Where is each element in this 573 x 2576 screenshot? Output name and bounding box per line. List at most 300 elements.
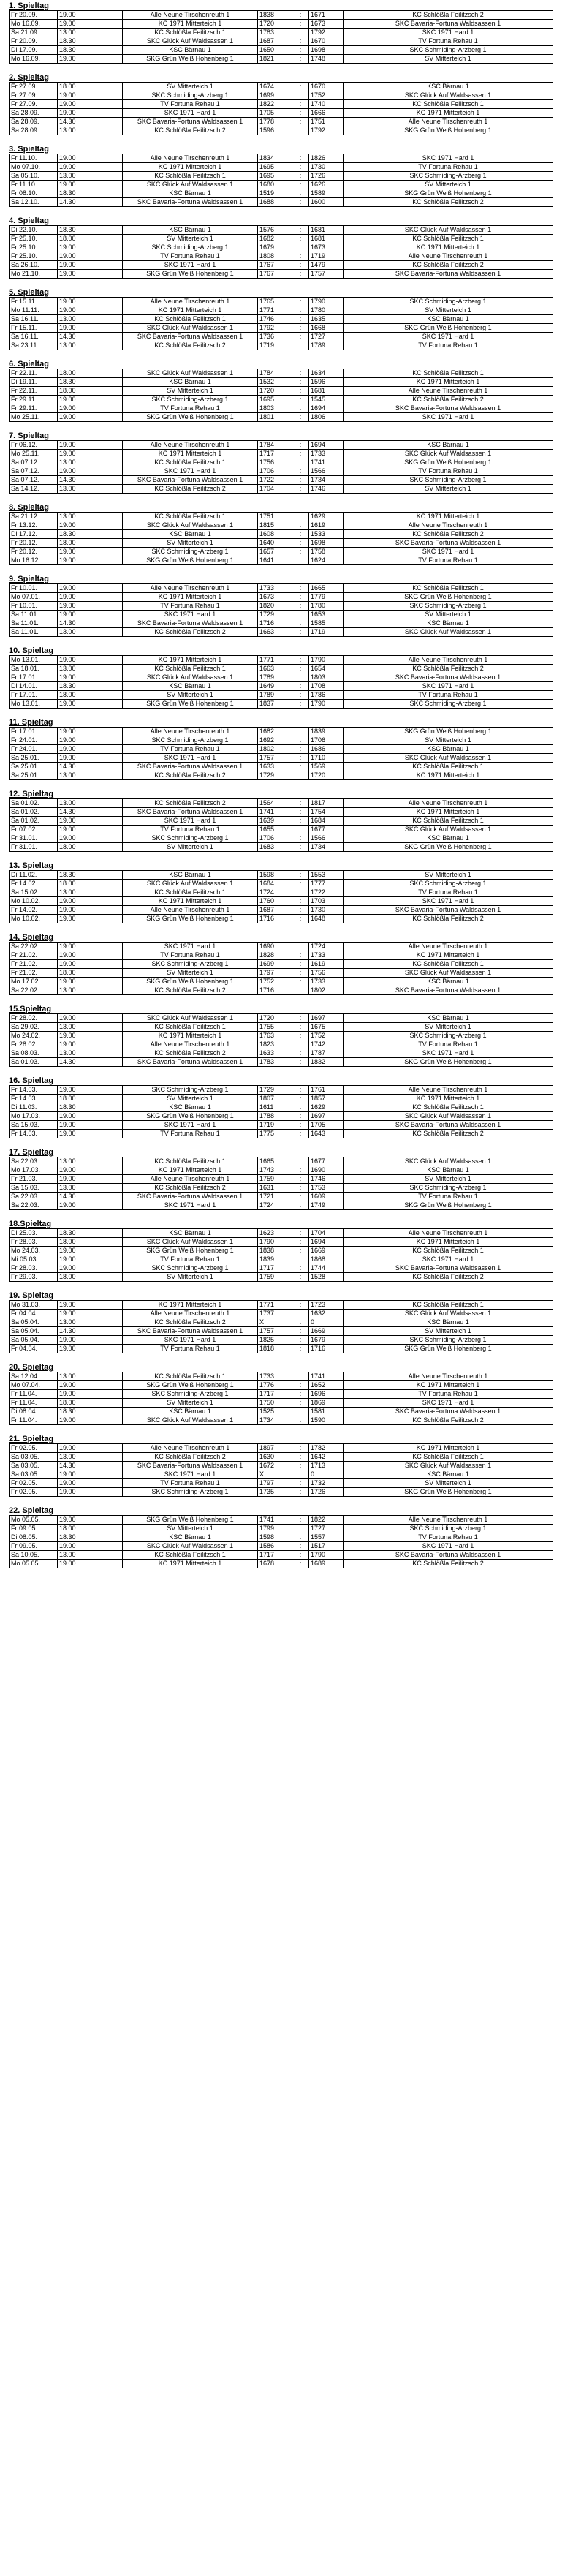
away-score-cell: 1734 <box>309 843 344 852</box>
match-time-cell: 18.30 <box>58 189 123 198</box>
home-score-cell: 1688 <box>258 198 292 207</box>
match-date-cell: Fr 08.10. <box>10 189 58 198</box>
home-score-cell: 1775 <box>258 1130 292 1138</box>
schedule-sheet <box>0 1 573 1568</box>
table-row <box>10 826 553 834</box>
away-score-cell: 1780 <box>309 602 344 611</box>
home-score-cell: 1729 <box>258 771 292 780</box>
score-separator-cell: : <box>292 252 309 261</box>
away-score-cell: 1832 <box>309 1058 344 1067</box>
away-team-cell: SKC Glück Auf Waldsassen 1 <box>344 1310 553 1318</box>
score-separator-cell: : <box>292 736 309 745</box>
score-separator-cell: : <box>292 943 309 951</box>
score-separator-cell: : <box>292 198 309 207</box>
away-team-cell: KC 1971 Mitterteich 1 <box>344 1381 553 1390</box>
away-team-cell: KSC Bärnau 1 <box>344 978 553 986</box>
match-time-cell: 19.00 <box>58 20 123 29</box>
score-separator-cell: : <box>292 1130 309 1138</box>
match-time-cell: 18.00 <box>58 369 123 378</box>
home-score-cell: 1598 <box>258 1533 292 1542</box>
score-separator-cell: : <box>292 458 309 467</box>
home-score-cell: 1623 <box>258 1229 292 1238</box>
away-team-cell: SKC 1971 Hard 1 <box>344 1399 553 1408</box>
home-score-cell: 1755 <box>258 1023 292 1032</box>
away-score-cell: 1528 <box>309 1273 344 1282</box>
away-team-cell: SKG Grün Weiß Hohenberg 1 <box>344 1201 553 1210</box>
away-team-cell: KSC Bärnau 1 <box>344 834 553 843</box>
away-team-cell: SKG Grün Weiß Hohenberg 1 <box>344 843 553 852</box>
match-time-cell: 19.00 <box>58 181 123 189</box>
score-separator-cell: : <box>292 584 309 593</box>
home-team-cell: SKC Glück Auf Waldsassen 1 <box>123 521 258 530</box>
match-date-cell: Sa 11.01. <box>10 619 58 628</box>
home-team-cell: SV Mitterteich 1 <box>123 387 258 396</box>
away-team-cell: SKG Grün Weiß Hohenberg 1 <box>344 458 553 467</box>
away-score-cell: 1566 <box>309 834 344 843</box>
home-score-cell: 1802 <box>258 745 292 754</box>
score-separator-cell: : <box>292 91 309 100</box>
matchday-title: 8. Spieltag <box>9 503 50 512</box>
home-score-cell: 1733 <box>258 1372 292 1381</box>
away-team-cell: Alle Neune Tirschenreuth 1 <box>344 252 553 261</box>
home-team-cell: KSC Bärnau 1 <box>123 1533 258 1542</box>
home-team-cell: SKC 1971 Hard 1 <box>123 467 258 476</box>
home-team-cell: SKC Glück Auf Waldsassen 1 <box>123 1014 258 1023</box>
away-team-cell: SKC 1971 Hard 1 <box>344 1049 553 1058</box>
score-separator-cell: : <box>292 1488 309 1497</box>
away-team-cell: SV Mitterteich 1 <box>344 611 553 619</box>
table-row <box>10 754 553 763</box>
table-row <box>10 834 553 843</box>
matchday-table <box>9 1228 553 1282</box>
away-score-cell: 1703 <box>309 897 344 906</box>
match-time-cell: 13.00 <box>58 1049 123 1058</box>
home-team-cell: KC 1971 Mitterteich 1 <box>123 20 258 29</box>
score-separator-cell: : <box>292 1049 309 1058</box>
table-row <box>10 771 553 780</box>
home-team-cell: SV Mitterteich 1 <box>123 843 258 852</box>
match-date-cell: Fr 21.02. <box>10 951 58 960</box>
score-separator-cell: : <box>292 960 309 969</box>
home-score-cell: 1722 <box>258 476 292 485</box>
table-row <box>10 1462 553 1470</box>
score-separator-cell: : <box>292 1336 309 1345</box>
matchday-table <box>9 1300 553 1353</box>
match-date-cell: Mo 07.10. <box>10 163 58 172</box>
away-team-cell: KC Schlößla Feilitzsch 1 <box>344 235 553 243</box>
table-row <box>10 1390 553 1399</box>
home-team-cell: KSC Bärnau 1 <box>123 46 258 55</box>
table-row <box>10 1416 553 1425</box>
matchday-table <box>9 942 553 995</box>
matchday-block <box>9 216 573 279</box>
match-date-cell: Sa 23.11. <box>10 341 58 350</box>
away-team-cell: SV Mitterteich 1 <box>344 485 553 494</box>
score-separator-cell: : <box>292 1390 309 1399</box>
match-time-cell: 13.00 <box>58 1318 123 1327</box>
matchday-block <box>9 1435 573 1497</box>
match-date-cell: Fr 21.02. <box>10 969 58 978</box>
away-score-cell: 1733 <box>309 951 344 960</box>
match-time-cell: 18.30 <box>58 682 123 691</box>
match-time-cell: 18.00 <box>58 969 123 978</box>
away-team-cell: SKC Bavaria-Fortuna Waldsassen 1 <box>344 539 553 548</box>
score-separator-cell: : <box>292 1533 309 1542</box>
away-score-cell: 1857 <box>309 1095 344 1103</box>
match-date-cell: Fr 11.10. <box>10 181 58 189</box>
table-row <box>10 1381 553 1390</box>
table-row <box>10 593 553 602</box>
home-score-cell: 1608 <box>258 530 292 539</box>
match-date-cell: Fr 04.04. <box>10 1345 58 1353</box>
home-team-cell: KC Schlößla Feilitzsch 1 <box>123 665 258 673</box>
matchday-block <box>9 360 573 422</box>
away-score-cell: 1619 <box>309 960 344 969</box>
away-team-cell: KSC Bärnau 1 <box>344 441 553 450</box>
score-separator-cell: : <box>292 1103 309 1112</box>
home-team-cell: SKC Schmiding-Arzberg 1 <box>123 1264 258 1273</box>
away-score-cell: 1619 <box>309 521 344 530</box>
matchday-table <box>9 1085 553 1138</box>
score-separator-cell: : <box>292 513 309 521</box>
home-team-cell: SV Mitterteich 1 <box>123 1525 258 1533</box>
score-separator-cell: : <box>292 1247 309 1255</box>
match-time-cell: 19.00 <box>58 960 123 969</box>
matchday-title: 20. Spieltag <box>9 1363 54 1372</box>
matchday-block <box>9 73 573 135</box>
away-score-cell: 1698 <box>309 46 344 55</box>
table-row <box>10 1345 553 1353</box>
away-team-cell: KC Schlößla Feilitzsch 1 <box>344 1103 553 1112</box>
away-score-cell: 1754 <box>309 808 344 817</box>
home-team-cell: SKC Schmiding-Arzberg 1 <box>123 960 258 969</box>
table-row <box>10 450 553 458</box>
table-row <box>10 682 553 691</box>
table-row <box>10 584 553 593</box>
match-date-cell: Sa 15.03. <box>10 1121 58 1130</box>
home-score-cell: 1716 <box>258 915 292 923</box>
score-separator-cell: : <box>292 243 309 252</box>
home-score-cell: 1757 <box>258 754 292 763</box>
match-date-cell: Mo 16.12. <box>10 556 58 565</box>
home-score-cell: 1838 <box>258 1247 292 1255</box>
home-score-cell: 1657 <box>258 548 292 556</box>
away-score-cell: 1681 <box>309 226 344 235</box>
away-team-cell: KC Schlößla Feilitzsch 1 <box>344 763 553 771</box>
table-row <box>10 270 553 279</box>
score-separator-cell: : <box>292 100 309 109</box>
table-row <box>10 163 553 172</box>
match-time-cell: 19.00 <box>58 1336 123 1345</box>
away-score-cell: 1596 <box>309 378 344 387</box>
match-time-cell: 19.00 <box>58 736 123 745</box>
table-row <box>10 181 553 189</box>
match-time-cell: 19.00 <box>58 1444 123 1453</box>
away-score-cell: 1666 <box>309 109 344 118</box>
match-date-cell: Fr 22.11. <box>10 387 58 396</box>
score-separator-cell: : <box>292 1040 309 1049</box>
away-team-cell: SKC Glück Auf Waldsassen 1 <box>344 450 553 458</box>
away-score-cell: 1706 <box>309 736 344 745</box>
score-separator-cell: : <box>292 1327 309 1336</box>
away-team-cell: SKC 1971 Hard 1 <box>344 1255 553 1264</box>
match-date-cell: Sa 12.10. <box>10 198 58 207</box>
away-team-cell: TV Fortuna Rehau 1 <box>344 1533 553 1542</box>
table-row <box>10 665 553 673</box>
away-score-cell: 1777 <box>309 880 344 888</box>
home-team-cell: SKC Bavaria-Fortuna Waldsassen 1 <box>123 808 258 817</box>
match-time-cell: 14.30 <box>58 198 123 207</box>
matchday-block <box>9 431 573 494</box>
home-score-cell: 1720 <box>258 1014 292 1023</box>
match-date-cell: Sa 22.03. <box>10 1201 58 1210</box>
away-team-cell: KC Schlößla Feilitzsch 2 <box>344 1273 553 1282</box>
match-date-cell: Mo 13.01. <box>10 656 58 665</box>
away-score-cell: 1590 <box>309 1416 344 1425</box>
home-team-cell: SKC Schmiding-Arzberg 1 <box>123 1488 258 1497</box>
match-time-cell: 19.00 <box>58 1166 123 1175</box>
score-separator-cell: : <box>292 1121 309 1130</box>
table-row <box>10 1175 553 1184</box>
table-row <box>10 198 553 207</box>
table-row <box>10 530 553 539</box>
match-date-cell: Sa 05.10. <box>10 172 58 181</box>
away-score-cell: 1679 <box>309 1336 344 1345</box>
match-time-cell: 18.00 <box>58 1525 123 1533</box>
home-team-cell: KSC Bärnau 1 <box>123 1408 258 1416</box>
away-score-cell: 1669 <box>309 1247 344 1255</box>
match-time-cell: 13.00 <box>58 29 123 37</box>
table-row <box>10 602 553 611</box>
match-time-cell: 19.00 <box>58 1560 123 1568</box>
score-separator-cell: : <box>292 1086 309 1095</box>
match-time-cell: 18.30 <box>58 871 123 880</box>
table-row <box>10 333 553 341</box>
home-team-cell: KC 1971 Mitterteich 1 <box>123 593 258 602</box>
match-time-cell: 18.00 <box>58 1273 123 1282</box>
home-score-cell: 1687 <box>258 906 292 915</box>
match-date-cell: Di 19.11. <box>10 378 58 387</box>
home-score-cell: 1818 <box>258 1345 292 1353</box>
home-team-cell: KSC Bärnau 1 <box>123 682 258 691</box>
home-score-cell: 1789 <box>258 691 292 700</box>
home-team-cell: SKC Glück Auf Waldsassen 1 <box>123 181 258 189</box>
score-separator-cell: : <box>292 986 309 995</box>
home-score-cell: 1649 <box>258 682 292 691</box>
match-time-cell: 13.00 <box>58 1023 123 1032</box>
score-separator-cell: : <box>292 235 309 243</box>
home-score-cell: 1611 <box>258 1103 292 1112</box>
match-date-cell: Di 17.09. <box>10 46 58 55</box>
away-team-cell: KSC Bärnau 1 <box>344 619 553 628</box>
table-row <box>10 1453 553 1462</box>
score-separator-cell: : <box>292 181 309 189</box>
home-team-cell: SKC Bavaria-Fortuna Waldsassen 1 <box>123 476 258 485</box>
table-row <box>10 109 553 118</box>
away-team-cell: KC Schlößla Feilitzsch 2 <box>344 396 553 404</box>
table-row <box>10 55 553 64</box>
score-separator-cell: : <box>292 1310 309 1318</box>
home-team-cell: SKC Bavaria-Fortuna Waldsassen 1 <box>123 198 258 207</box>
table-row <box>10 126 553 135</box>
match-time-cell: 13.00 <box>58 665 123 673</box>
table-row <box>10 539 553 548</box>
home-team-cell: KC 1971 Mitterteich 1 <box>123 897 258 906</box>
match-date-cell: Sa 28.09. <box>10 118 58 126</box>
away-score-cell: 1726 <box>309 1488 344 1497</box>
away-team-cell: KC Schlößla Feilitzsch 1 <box>344 1247 553 1255</box>
away-score-cell: 1653 <box>309 611 344 619</box>
table-row <box>10 37 553 46</box>
table-row <box>10 871 553 880</box>
match-time-cell: 19.00 <box>58 1470 123 1479</box>
score-separator-cell: : <box>292 1416 309 1425</box>
home-score-cell: 1706 <box>258 834 292 843</box>
home-score-cell: 1776 <box>258 1381 292 1390</box>
away-score-cell: 1697 <box>309 1014 344 1023</box>
away-score-cell: 1803 <box>309 673 344 682</box>
match-date-cell: Mo 10.02. <box>10 915 58 923</box>
matchday-title: 4. Spieltag <box>9 216 50 225</box>
match-time-cell: 19.00 <box>58 656 123 665</box>
matchday-table <box>9 82 553 135</box>
home-team-cell: SKC Glück Auf Waldsassen 1 <box>123 1238 258 1247</box>
away-team-cell: KC 1971 Mitterteich 1 <box>344 378 553 387</box>
match-time-cell: 19.00 <box>58 602 123 611</box>
score-separator-cell: : <box>292 46 309 55</box>
home-team-cell: KC Schlößla Feilitzsch 1 <box>123 888 258 897</box>
match-date-cell: Fr 29.11. <box>10 404 58 413</box>
home-team-cell: SV Mitterteich 1 <box>123 1399 258 1408</box>
table-row <box>10 1121 553 1130</box>
home-score-cell: 1598 <box>258 871 292 880</box>
away-score-cell: 1727 <box>309 333 344 341</box>
table-row <box>10 1273 553 1282</box>
home-score-cell: 1746 <box>258 315 292 324</box>
match-date-cell: Mo 31.03. <box>10 1301 58 1310</box>
home-team-cell: SKC Glück Auf Waldsassen 1 <box>123 880 258 888</box>
away-score-cell: 1629 <box>309 513 344 521</box>
away-team-cell: SKC Glück Auf Waldsassen 1 <box>344 1157 553 1166</box>
home-score-cell: 1672 <box>258 1462 292 1470</box>
match-date-cell: Sa 25.01. <box>10 754 58 763</box>
score-separator-cell: : <box>292 324 309 333</box>
match-time-cell: 18.00 <box>58 880 123 888</box>
away-score-cell: 1643 <box>309 1130 344 1138</box>
home-team-cell: SKC Bavaria-Fortuna Waldsassen 1 <box>123 619 258 628</box>
home-team-cell: SKC Schmiding-Arzberg 1 <box>123 1086 258 1095</box>
home-team-cell: SKC Bavaria-Fortuna Waldsassen 1 <box>123 1327 258 1336</box>
match-time-cell: 14.30 <box>58 1462 123 1470</box>
matchday-block <box>9 1148 573 1210</box>
matchday-table <box>9 870 553 923</box>
table-row <box>10 341 553 350</box>
away-team-cell: TV Fortuna Rehau 1 <box>344 467 553 476</box>
matchday-table <box>9 583 553 637</box>
match-time-cell: 19.00 <box>58 1345 123 1353</box>
match-date-cell: Sa 14.12. <box>10 485 58 494</box>
match-time-cell: 18.30 <box>58 1533 123 1542</box>
table-row <box>10 1560 553 1568</box>
away-team-cell: SKG Grün Weiß Hohenberg 1 <box>344 593 553 602</box>
home-team-cell: KC 1971 Mitterteich 1 <box>123 1166 258 1175</box>
match-time-cell: 18.30 <box>58 378 123 387</box>
score-separator-cell: : <box>292 55 309 64</box>
home-score-cell: 1734 <box>258 1416 292 1425</box>
table-row <box>10 880 553 888</box>
match-time-cell: 14.30 <box>58 1193 123 1201</box>
score-separator-cell: : <box>292 906 309 915</box>
away-team-cell: SV Mitterteich 1 <box>344 871 553 880</box>
home-score-cell: 1631 <box>258 1184 292 1193</box>
match-time-cell: 19.00 <box>58 396 123 404</box>
home-team-cell: KC Schlößla Feilitzsch 2 <box>123 771 258 780</box>
table-row <box>10 808 553 817</box>
matchday-table <box>9 440 553 494</box>
home-score-cell: 1765 <box>258 298 292 306</box>
matchday-block <box>9 933 573 995</box>
match-date-cell: Sa 15.03. <box>10 1184 58 1193</box>
match-time-cell: 14.30 <box>58 808 123 817</box>
home-team-cell: KC Schlößla Feilitzsch 1 <box>123 29 258 37</box>
match-date-cell: Di 25.03. <box>10 1229 58 1238</box>
away-score-cell: 1723 <box>309 1301 344 1310</box>
table-row <box>10 1032 553 1040</box>
away-team-cell: Alle Neune Tirschenreuth 1 <box>344 1229 553 1238</box>
table-row <box>10 315 553 324</box>
away-score-cell: 1792 <box>309 126 344 135</box>
match-time-cell: 19.00 <box>58 404 123 413</box>
match-date-cell: Fr 17.01. <box>10 691 58 700</box>
match-time-cell: 19.00 <box>58 1175 123 1184</box>
away-team-cell: SKC Schmiding-Arzberg 1 <box>344 602 553 611</box>
score-separator-cell: : <box>292 1444 309 1453</box>
away-team-cell: KC 1971 Mitterteich 1 <box>344 1095 553 1103</box>
match-date-cell: Mo 17.03. <box>10 1166 58 1175</box>
match-date-cell: Fr 20.12. <box>10 539 58 548</box>
match-date-cell: Mo 05.05. <box>10 1560 58 1568</box>
away-team-cell: SKC Bavaria-Fortuna Waldsassen 1 <box>344 1551 553 1560</box>
home-score-cell: 1797 <box>258 1479 292 1488</box>
away-score-cell: 1792 <box>309 29 344 37</box>
score-separator-cell: : <box>292 20 309 29</box>
home-score-cell: 1729 <box>258 611 292 619</box>
match-time-cell: 19.00 <box>58 593 123 602</box>
away-score-cell: 1733 <box>309 978 344 986</box>
score-separator-cell: : <box>292 1399 309 1408</box>
match-date-cell: Mo 25.11. <box>10 413 58 422</box>
match-time-cell: 18.00 <box>58 843 123 852</box>
table-row <box>10 387 553 396</box>
match-time-cell: 19.00 <box>58 1255 123 1264</box>
match-time-cell: 19.00 <box>58 728 123 736</box>
table-row <box>10 1040 553 1049</box>
match-time-cell: 19.00 <box>58 1479 123 1488</box>
home-score-cell: 1737 <box>258 1310 292 1318</box>
table-row <box>10 986 553 995</box>
home-team-cell: SKC 1971 Hard 1 <box>123 611 258 619</box>
away-team-cell: KC 1971 Mitterteich 1 <box>344 1238 553 1247</box>
score-separator-cell: : <box>292 441 309 450</box>
away-score-cell: 1589 <box>309 189 344 198</box>
home-score-cell: 1741 <box>258 808 292 817</box>
score-separator-cell: : <box>292 261 309 270</box>
score-separator-cell: : <box>292 369 309 378</box>
match-time-cell: 19.00 <box>58 91 123 100</box>
away-team-cell: SKC Bavaria-Fortuna Waldsassen 1 <box>344 1121 553 1130</box>
score-separator-cell: : <box>292 29 309 37</box>
matchday-table <box>9 225 553 279</box>
